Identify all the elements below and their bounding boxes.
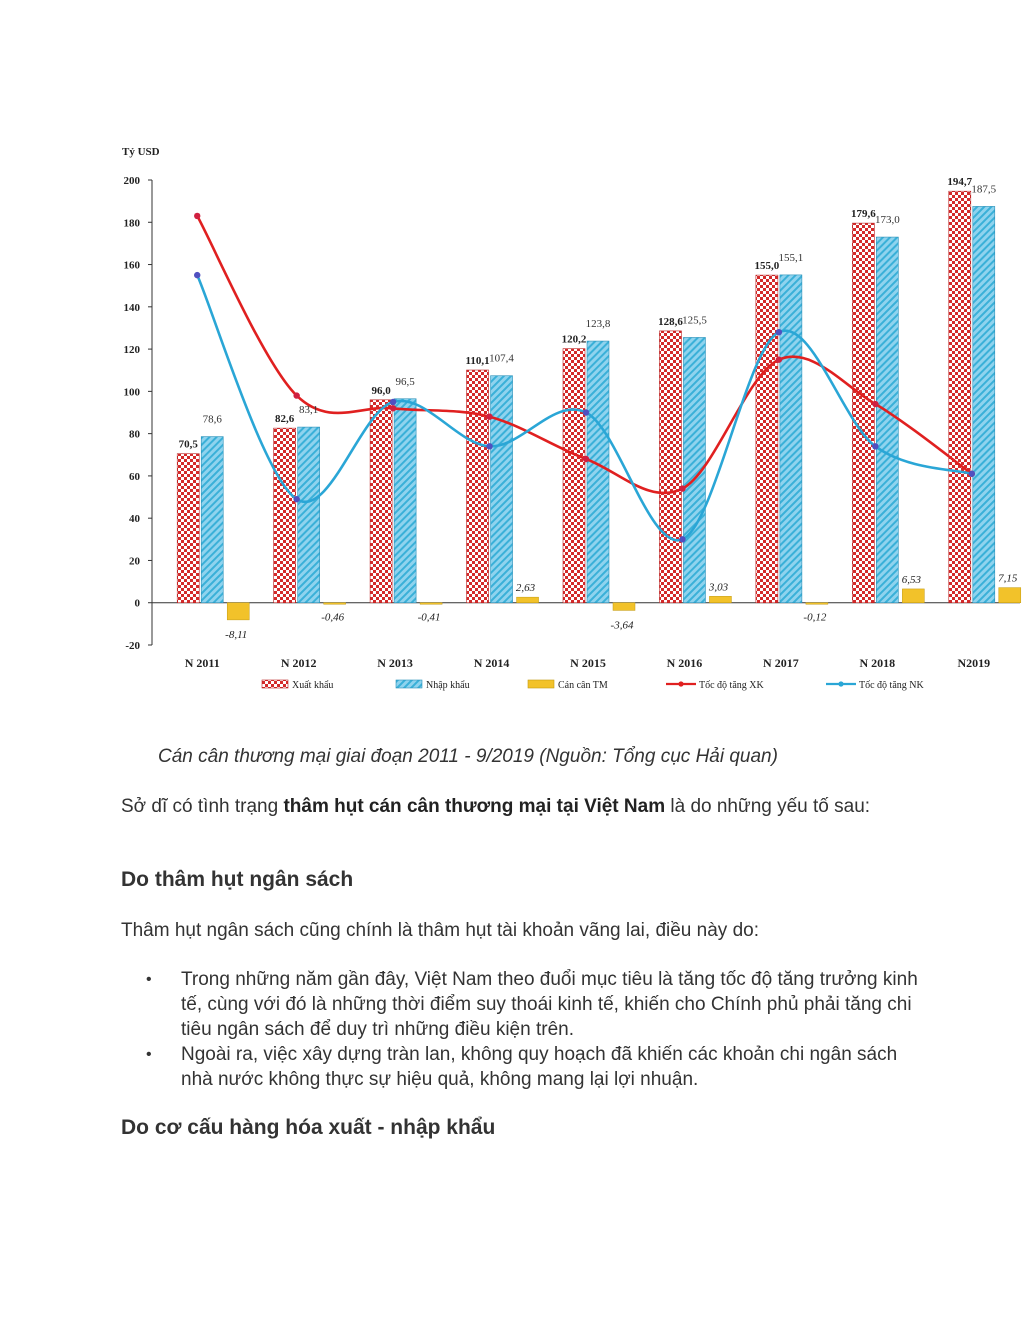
legend-import-growth-label: Tốc độ tăng NK (859, 680, 924, 691)
balance-bar (517, 597, 539, 603)
import-data-label: 83,1 (299, 404, 319, 417)
intro-paragraph (121, 795, 921, 819)
balance-bar (999, 588, 1021, 603)
export-growth-point (194, 213, 200, 219)
y-tick-label: 100 (123, 386, 140, 399)
export-data-label: 96,0 (371, 384, 391, 397)
x-tick-label: N2019 (957, 656, 991, 670)
x-tick-label: N 2013 (377, 656, 413, 670)
export-growth-point (583, 456, 589, 462)
import-data-label: 155,1 (778, 251, 804, 264)
import-bar (298, 427, 320, 603)
balance-bar (806, 603, 828, 605)
balance-data-label: -3,64 (610, 619, 634, 632)
bullet-list (140, 967, 920, 1092)
import-bar (973, 206, 995, 602)
x-tick-label: N 2015 (570, 656, 606, 670)
legend-import-growth-marker (838, 681, 843, 686)
legend-import-label: Nhập khẩu (426, 680, 470, 691)
y-tick-label: 140 (123, 301, 140, 314)
import-growth-point (872, 443, 878, 449)
import-growth-point (583, 409, 589, 415)
legend-export-growth-marker (678, 681, 683, 686)
export-growth-point (486, 414, 492, 420)
import-growth-point (293, 496, 299, 502)
legend-export-swatch (262, 680, 288, 688)
trade-balance-chart (100, 135, 1024, 705)
export-bar (177, 454, 199, 603)
y-tick-label: 160 (123, 259, 140, 272)
export-growth-point (293, 392, 299, 398)
balance-data-label: -8,11 (225, 628, 248, 641)
import-data-label: 107,4 (489, 352, 514, 365)
legend-balance-label: Cán cân TM (558, 680, 608, 691)
import-bar (394, 399, 416, 603)
list-item (140, 1042, 920, 1092)
export-bar (370, 400, 392, 603)
export-data-label: 128,6 (658, 315, 683, 328)
import-data-label: 173,0 (874, 214, 900, 227)
export-growth-point (390, 405, 396, 411)
import-growth-point (969, 471, 975, 477)
export-data-label: 194,7 (947, 176, 973, 189)
chart-caption: Cán cân thương mại giai đoạn 2011 - 9/2019 (Nguồn: Tổng cục Hải quan) (158, 746, 778, 767)
import-growth-point (390, 399, 396, 405)
legend-import-swatch (396, 680, 422, 688)
balance-bar (613, 603, 635, 611)
bullet-text: Trong những năm gần đây, Việt Nam theo đuổi mục tiêu là tăng tốc độ tăng trưởng kinh tế, cùng với đó là những thời điểm suy thoái kinh tế, khiến cho Chính phủ phải tăng chi tiêu ngân sách để duy trì những điều kiện trên. (181, 969, 918, 1040)
import-bar (780, 275, 802, 603)
bullet-dot: • (146, 971, 152, 988)
import-data-label: 125,5 (682, 314, 707, 327)
list-item (140, 967, 920, 1042)
y-tick-label: 20 (129, 555, 140, 568)
y-tick-label: -20 (125, 640, 140, 652)
chart-svg (100, 135, 1024, 705)
import-data-label: 187,5 (971, 183, 997, 196)
export-growth-point (872, 401, 878, 407)
intro-bold-phrase[interactable]: thâm hụt cán cân thương mại tại Việt Nam (283, 796, 666, 817)
bullet-text: Ngoài ra, việc xây dựng tràn lan, không quy hoạch đã khiến các khoản chi ngân sách nhà nước không thực sự hiệu quả, không mang lại lợi nhuận. (181, 1044, 898, 1090)
intro-text-start: Sở dĩ có tình trạng (121, 796, 284, 817)
export-bar (949, 191, 971, 603)
heading-budget-deficit: Do thâm hụt ngân sách (121, 868, 354, 891)
balance-data-label: -0,46 (321, 611, 345, 624)
balance-bar (227, 603, 249, 620)
export-bar (274, 428, 296, 603)
export-bar (852, 223, 874, 603)
export-bar (659, 331, 681, 603)
balance-data-label: 6,53 (901, 573, 921, 586)
import-bar (201, 437, 223, 603)
import-growth-point (486, 443, 492, 449)
budget-paragraph: Thâm hụt ngân sách cũng chính là thâm hụt tài khoản vãng lai, điều này do: (121, 920, 759, 941)
x-tick-label: N 2016 (666, 656, 703, 670)
y-tick-label: 200 (123, 175, 140, 187)
x-tick-label: N 2018 (859, 656, 896, 670)
import-growth-point (194, 272, 200, 278)
balance-data-label: 3,03 (708, 581, 729, 594)
export-data-label: 110,1 (465, 355, 490, 368)
balance-data-label: 2,63 (515, 582, 536, 595)
export-bar (756, 275, 778, 603)
export-data-label: 120,2 (561, 333, 587, 346)
balance-data-label: -0,12 (803, 611, 827, 624)
import-growth-point (679, 536, 685, 542)
x-tick-label: N 2014 (473, 656, 510, 670)
export-bar (563, 349, 585, 603)
import-data-label: 123,8 (585, 318, 611, 331)
export-growth-point (679, 485, 685, 491)
x-tick-label: N 2017 (763, 656, 799, 670)
x-tick-label: N 2011 (184, 656, 220, 670)
export-data-label: 179,6 (850, 208, 876, 221)
export-data-label: 155,0 (754, 260, 780, 273)
legend-export-growth-label: Tốc độ tăng XK (699, 680, 764, 691)
y-unit-label: Tỷ USD (122, 146, 160, 158)
balance-bar (709, 596, 731, 602)
legend-export-label: Xuất khẩu (292, 680, 334, 691)
balance-bar (420, 603, 442, 605)
export-growth-point (776, 356, 782, 362)
y-tick-label: 40 (129, 513, 140, 526)
bullet-dot: • (146, 1046, 152, 1063)
y-tick-label: 0 (134, 597, 140, 610)
y-tick-label: 60 (129, 470, 140, 483)
balance-bar (324, 603, 346, 605)
heading-import-export-structure: Do cơ cấu hàng hóa xuất - nhập khẩu (121, 1116, 496, 1139)
import-data-label: 78,6 (202, 413, 222, 426)
import-bar (876, 237, 898, 603)
export-data-label: 82,6 (275, 413, 295, 426)
legend-balance-swatch (528, 680, 554, 688)
import-data-label: 96,5 (395, 375, 415, 388)
y-tick-label: 80 (129, 428, 140, 441)
balance-data-label: -0,41 (417, 611, 441, 624)
import-bar (491, 376, 513, 603)
export-bar (467, 370, 489, 603)
y-tick-label: 120 (123, 344, 140, 357)
balance-bar (902, 589, 924, 603)
intro-text-end: là do những yếu tố sau: (665, 796, 871, 817)
import-growth-point (776, 329, 782, 335)
balance-data-label: 7,15 (998, 572, 1018, 585)
import-bar (587, 341, 609, 603)
x-tick-label: N 2012 (280, 656, 317, 670)
export-data-label: 70,5 (178, 438, 198, 451)
y-tick-label: 180 (123, 217, 140, 230)
